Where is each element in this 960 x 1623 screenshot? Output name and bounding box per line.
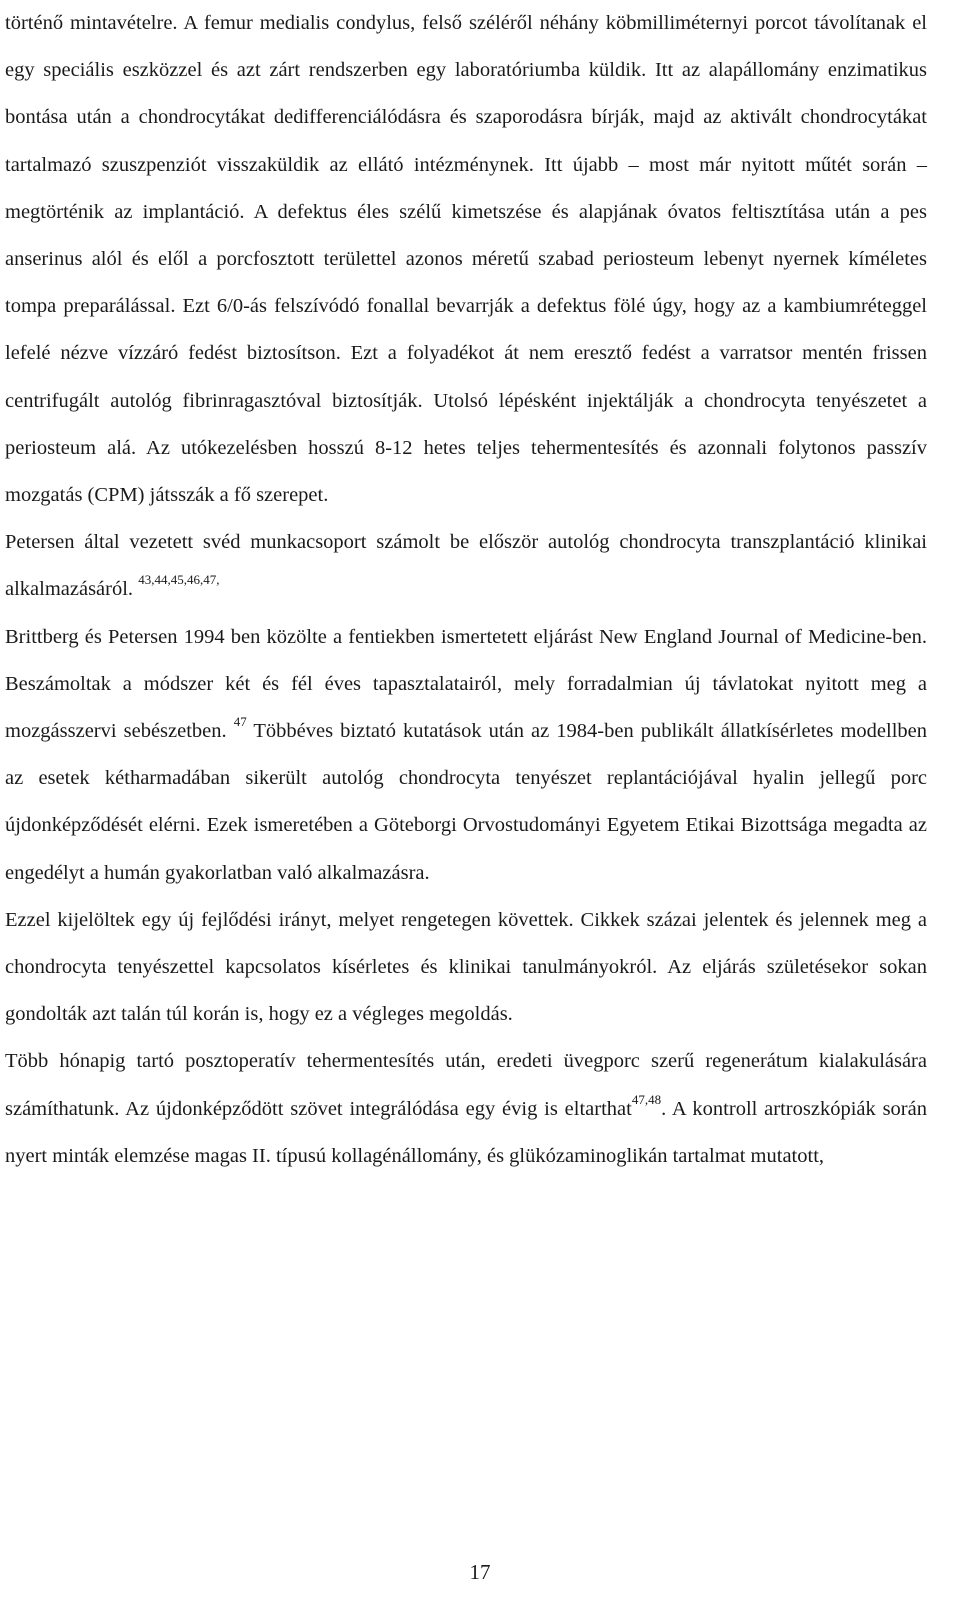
paragraph bbox=[5, 0, 927, 519]
citation-superscript: 47,48 bbox=[631, 1091, 662, 1107]
paragraph-text: Brittberg és Petersen 1994 ben közölte a fentiekben ismertetett eljárást New England Journal of Medicine-ben. Beszámoltak a módszer két és fél éves tapasztalatairól, mely forradalmian új távlatokat nyitott meg a mozgásszervi sebészetben. bbox=[5, 625, 927, 743]
page-number: 17 bbox=[469, 1560, 491, 1584]
paragraph-text: Több hónapig tartó posztoperatív tehermentesítés után, eredeti üvegporc szerű regenerátum kialakulására számíthatunk. Az újdonképződött szövet integrálódása egy évig is eltarthat bbox=[5, 1050, 927, 1120]
document-page bbox=[5, 0, 927, 1180]
citation-superscript: 47 bbox=[233, 714, 247, 730]
paragraph bbox=[5, 1038, 927, 1180]
paragraph-text: Többéves biztató kutatások után az 1984-ben publikált állatkísérletes modellben az esetek kétharmadában sikerült autológ chondrocyta tenyészet replantációjával hyalin jellegű porc újdonképződését elérni. Ezek ismeretében a Göteborgi Orvostudományi Egyetem Etikai Bizottsága megadta az engedélyt a humán gyakorlatban való alkalmazásra. bbox=[5, 720, 927, 884]
paragraph-text: történő mintavételre. A femur medialis condylus, felső széléről néhány köbmilliméternyi porcot távolítanak el egy speciális eszközzel és azt zárt rendszerben egy laboratóriumba küldik. Itt az alapállomány enzimatikus bontása után a chondrocytákat dedifferenciálódásra és szaporodásra bírják, majd az aktivált chondrocytákat tartalmazó szuszpenziót visszaküldik az ellátó intézménynek. Itt újabb – most már nyitott műtét során – megtörténik az implantáció. A defektus éles szélű kimetszése és alapjának óvatos feltisztítása után a pes anserinus alól és elől a porcfosztott területtel azonos méretű szabad periosteum lebenyt nyernek kíméletes tompa preparálással. Ezt 6/0-ás felszívódó fonallal bevarrják a defektus fölé úgy, hogy az a kambiumréteggel lefelé nézve vízzáró fedést biztosítson. Ezt a folyadékot át nem eresztő fedést a varratsor mentén frissen centrifugált autológ fibrinragasztóval biztosítják. Utolsó lépésként injektálják a chondrocyta tenyészetet a periosteum alá. Az utókezelésben hosszú 8-12 hetes teljes tehermentesítés és azonnali folytonos passzív mozgatás (CPM) játsszák a fő szerepet. bbox=[5, 12, 927, 507]
paragraph-text: Ezzel kijelöltek egy új fejlődési irányt, melyet rengetegen követtek. Cikkek százai jelentek és jelennek meg a chondrocyta tenyészettel kapcsolatos kísérletes és klinikai tanulmányokról. Az eljárás születésekor sokan gondolták azt talán túl korán is, hogy ez a végleges megoldás. bbox=[5, 908, 927, 1026]
citation-superscript: 43,44,45,46,47, bbox=[138, 572, 220, 588]
paragraph-text: Petersen által vezetett svéd munkacsoport számolt be először autológ chondrocyta transzplantáció klinikai alkalmazásáról. bbox=[5, 531, 927, 601]
paragraph-text: . A kontroll artroszkópiák során nyert minták elemzése magas II. típusú kollagénállomány, és glükózaminoglikán tartalmat mutatott, bbox=[5, 1097, 927, 1167]
paragraph bbox=[5, 519, 927, 613]
paragraph bbox=[5, 614, 927, 897]
paragraph bbox=[5, 897, 927, 1039]
